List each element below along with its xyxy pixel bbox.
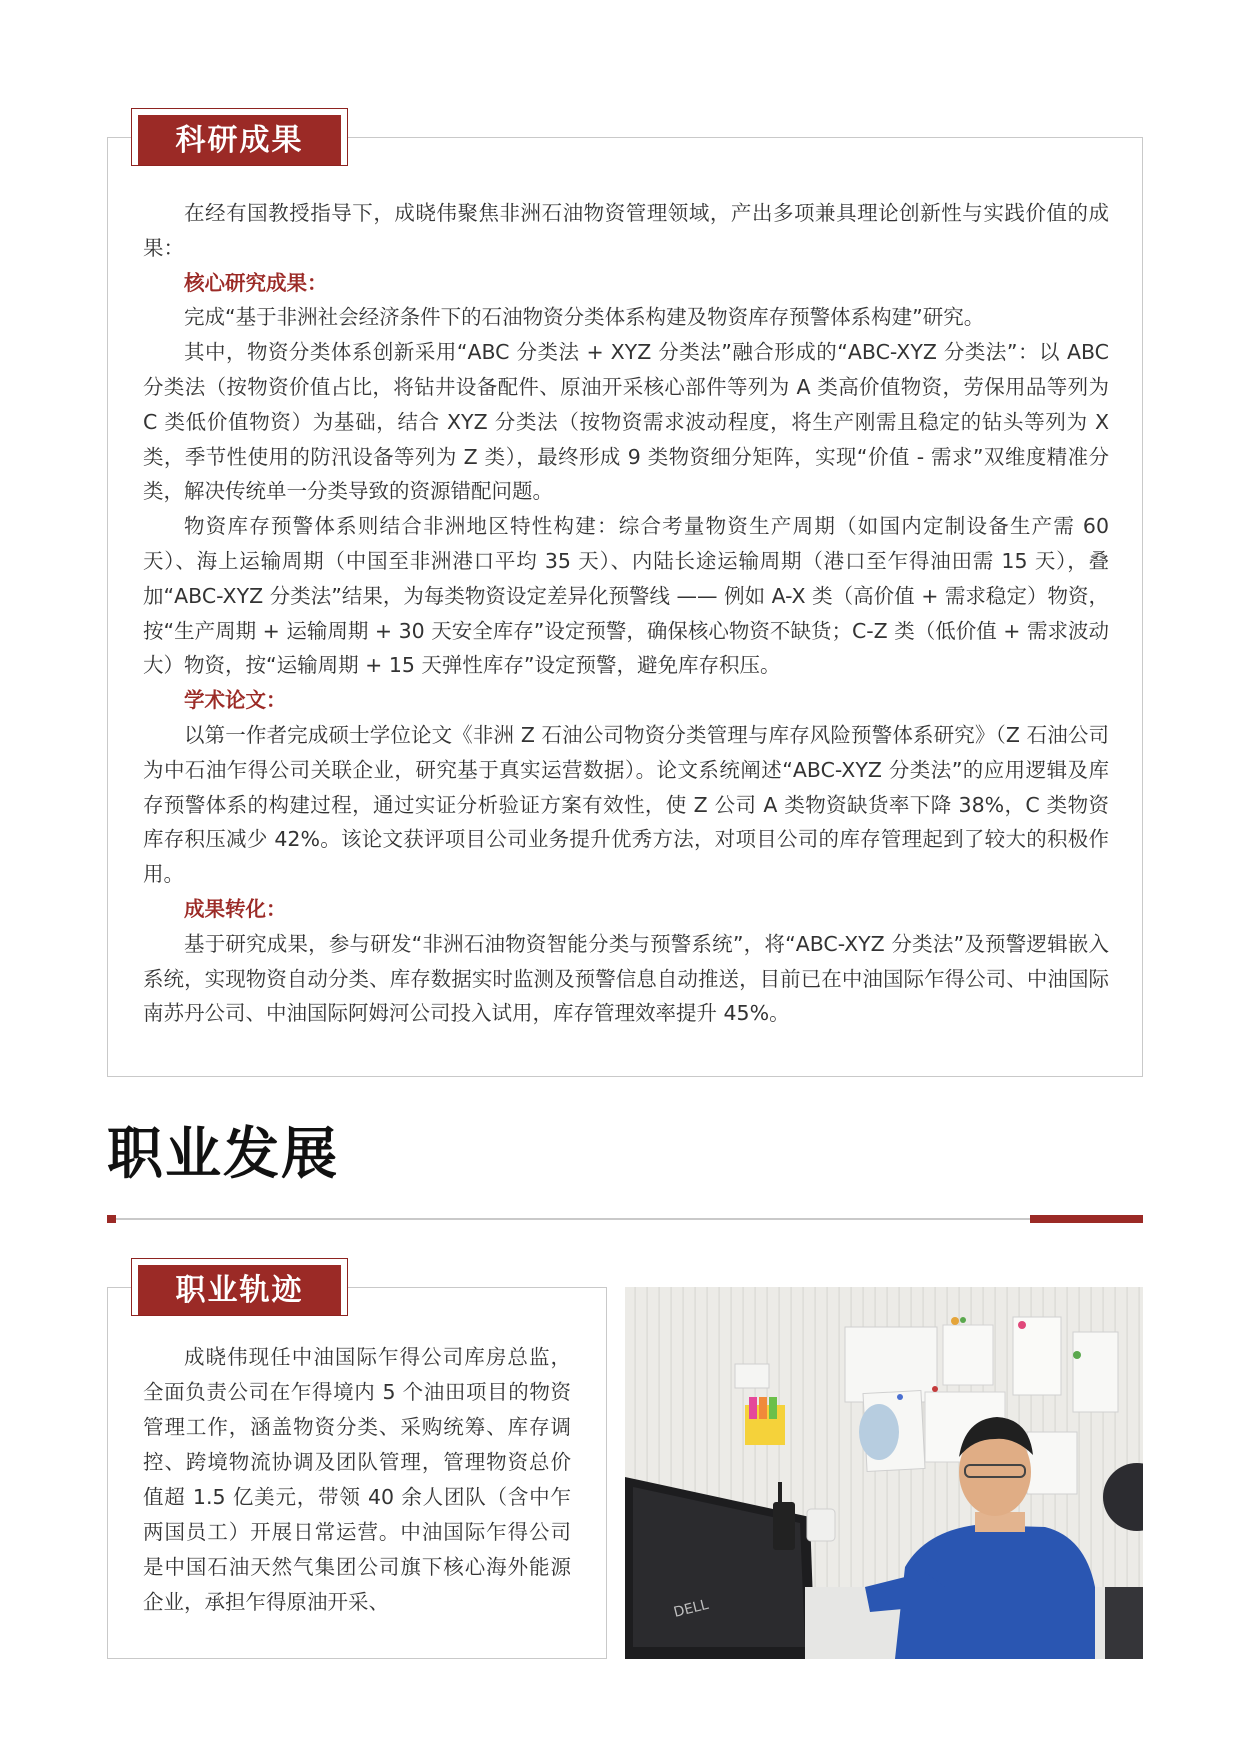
career-track-tab-label: 职业轨迹: [138, 1265, 341, 1315]
divider-left-accent: [107, 1215, 116, 1223]
career-section-title: 职业发展: [107, 1122, 339, 1187]
core-paragraph-3: 物资库存预警体系则结合非洲地区特性构建：综合考量物资生产周期（如国内定制设备生产需 60 天）、海上运输周期（中国至非洲港口平均 35 天）、内陆长途运输周期（港口至乍得油田需 15 天），叠加“ABC-XYZ 分类法”结果，为每类物资设定差异化预警线 —— 例如 A-X 类（高价值 + 需求稳定）物资，按“生产周期 + 运输周期 + 30 天安全库存”设定预警，确保核心物资不缺货；C-Z 类（低价值 + 需求波动大）物资，按“运输周期 + 15 天弹性库存”设定预警，避免库存积压。: [143, 514, 1109, 678]
paper-heading: 学术论文：: [184, 688, 287, 713]
transfer-heading: 成果转化：: [184, 896, 287, 921]
office-photo-illustration: [625, 1287, 1143, 1659]
core-paragraph-2: 其中，物资分类体系创新采用“ABC 分类法 + XYZ 分类法”融合形成的“ABC-XYZ 分类法”：以 ABC 分类法（按物资价值占比，将钻井设备配件、原油开采核心部件等列为 A 类高价值物资，劳保用品等列为 C 类低价值物资）为基础，结合 XYZ 分类法（按物资需求波动程度，将生产刚需且稳定的钻头等列为 X 类，季节性使用的防汛设备等列为 Z 类），最终形成 9 类物资细分矩阵，实现“价值 - 需求”双维度精准分类，解决传统单一分类导致的资源错配问题。: [143, 340, 1109, 504]
career-track-tab: [131, 1258, 348, 1316]
paper-paragraph: 以第一作者完成硕士学位论文《非洲 Z 石油公司物资分类管理与库存风险预警体系研究》（Z 石油公司为中石油乍得公司关联企业，研究基于真实运营数据）。论文系统阐述“ABC-XYZ 分类法”的应用逻辑及库存预警体系的构建过程，通过实证分析验证方案有效性，使 Z 公司 A 类物资缺货率下降 38%，C 类物资库存积压减少 42%。该论文获评项目公司业务提升优秀方法，对项目公司的库存管理起到了较大的积极作用。: [143, 722, 1109, 887]
career-track-text: [143, 1340, 571, 1620]
office-photo: [625, 1287, 1143, 1659]
divider-right-accent: [1030, 1215, 1143, 1223]
research-tab-label: 科研成果: [138, 115, 341, 165]
section-divider: [107, 1218, 1143, 1220]
research-intro: 在经有国教授指导下，成晓伟聚焦非洲石油物资管理领域，产出多项兼具理论创新性与实践价值的成果：: [143, 201, 1109, 260]
svg-text:DELL: DELL: [672, 1596, 711, 1621]
research-content: [143, 196, 1109, 1031]
core-paragraph-1: 完成“基于非洲社会经济条件下的石油物资分类体系构建及物资库存预警体系构建”研究。: [184, 305, 985, 330]
career-track-paragraph: 成晓伟现任中油国际乍得公司库房总监，全面负责公司在乍得境内 5 个油田项目的物资管理工作，涵盖物资分类、采购统筹、库存调控、跨境物流协调及团队管理，管理物资总价值超 1.5 亿美元，带领 40 余人团队（含中乍两国员工）开展日常运营。中油国际乍得公司是中国石油天然气集团公司旗下核心海外能源企业，承担乍得原油开采、: [143, 1345, 571, 1614]
core-heading: 核心研究成果：: [184, 270, 328, 295]
research-tab: [131, 108, 348, 166]
transfer-paragraph: 基于研究成果，参与研发“非洲石油物资智能分类与预警系统”，将“ABC-XYZ 分类法”及预警逻辑嵌入系统，实现物资自动分类、库存数据实时监测及预警信息自动推送，目前已在中油国际乍得公司、中油国际南苏丹公司、中油国际阿姆河公司投入试用，库存管理效率提升 45%。: [143, 931, 1109, 1026]
